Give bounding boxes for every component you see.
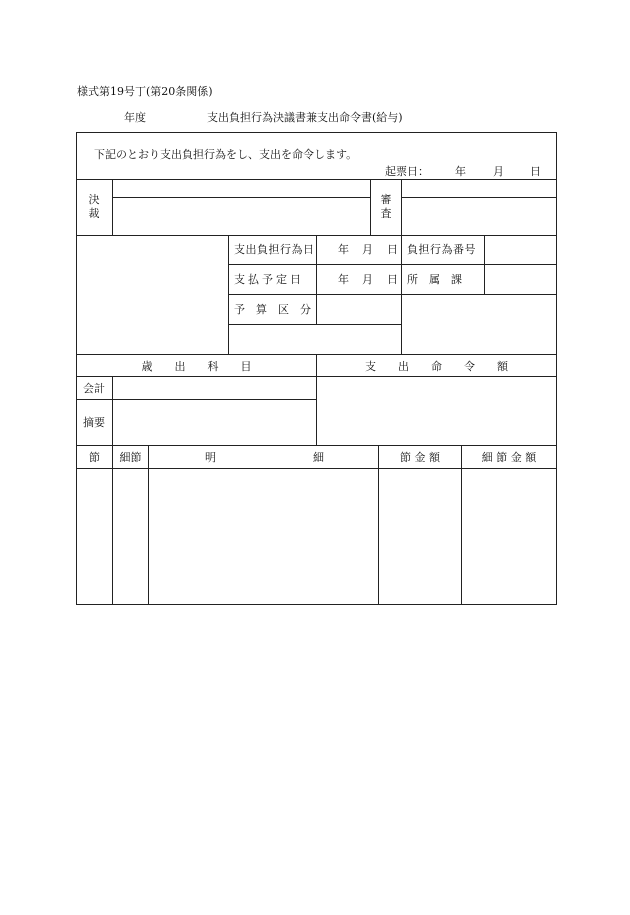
payment-date-year: 年: [338, 273, 349, 286]
shinsa-signature-cell-2[interactable]: [402, 198, 556, 235]
kessai-label: 決 裁: [88, 193, 100, 220]
kessai-signature-cell-2[interactable]: [113, 198, 370, 235]
amount-header: 支 出 命 令 額: [365, 359, 508, 373]
saisetsu-header: 細節: [119, 451, 142, 464]
expenditure-number-label: 負担行為番号: [407, 243, 476, 256]
tekiyo-label: 摘要: [83, 416, 105, 429]
setsu-column-cell[interactable]: [77, 469, 112, 604]
setsu-amount-cell[interactable]: [379, 469, 461, 604]
payment-date-label: 支払予定日: [234, 273, 304, 286]
budget-category-label: 予 算 区 分: [234, 303, 311, 316]
kaikei-label: 会計: [83, 382, 105, 395]
payment-date-day: 日: [387, 273, 398, 286]
saisetsu-amount-header: 細 節 金 額: [481, 451, 537, 464]
saisetsu-amount-cell[interactable]: [462, 469, 556, 604]
issue-date-month: 月: [493, 165, 504, 178]
issue-date-day: 日: [530, 165, 541, 178]
expenditure-number-value[interactable]: [485, 236, 556, 264]
fiscal-year-label: 年度: [124, 111, 146, 124]
meisai-header-1: 明: [205, 451, 216, 464]
expenditure-date-label: 支出負担行為日: [234, 243, 315, 256]
shinsa-label: 審 査: [380, 193, 392, 220]
shinsa-signature-cell-1[interactable]: [402, 180, 556, 197]
meisai-header-2: 細: [313, 451, 324, 464]
order-statement: 下記のとおり支出負担行為をし、支出を命令します。: [94, 148, 358, 161]
department-value[interactable]: [485, 265, 556, 294]
saisetsu-column-cell[interactable]: [113, 469, 148, 604]
subject-header: 歳 出 科 目: [141, 359, 252, 373]
setsu-header: 節: [89, 451, 100, 464]
expenditure-date-month: 月: [362, 243, 373, 256]
tekiyo-value[interactable]: [113, 400, 316, 445]
kaikei-value[interactable]: [113, 377, 316, 399]
expenditure-date-day: 日: [387, 243, 398, 256]
payment-date-month: 月: [362, 273, 373, 286]
issue-date-label: 起票日：: [385, 165, 429, 178]
form-title: 支出負担行為決議書兼支出命令書(給与): [207, 111, 403, 124]
meisai-column-cell[interactable]: [149, 469, 378, 604]
issue-date-year: 年: [455, 165, 466, 178]
kessai-signature-cell-1[interactable]: [113, 180, 370, 197]
order-amount-value[interactable]: [317, 377, 556, 445]
form-code: 様式第19号丁(第20条関係): [77, 85, 213, 98]
setsu-amount-header: 節 金 額: [400, 451, 440, 464]
budget-category-value[interactable]: [317, 295, 401, 324]
department-label: 所 属 課: [407, 273, 462, 286]
expenditure-date-year: 年: [338, 243, 349, 256]
